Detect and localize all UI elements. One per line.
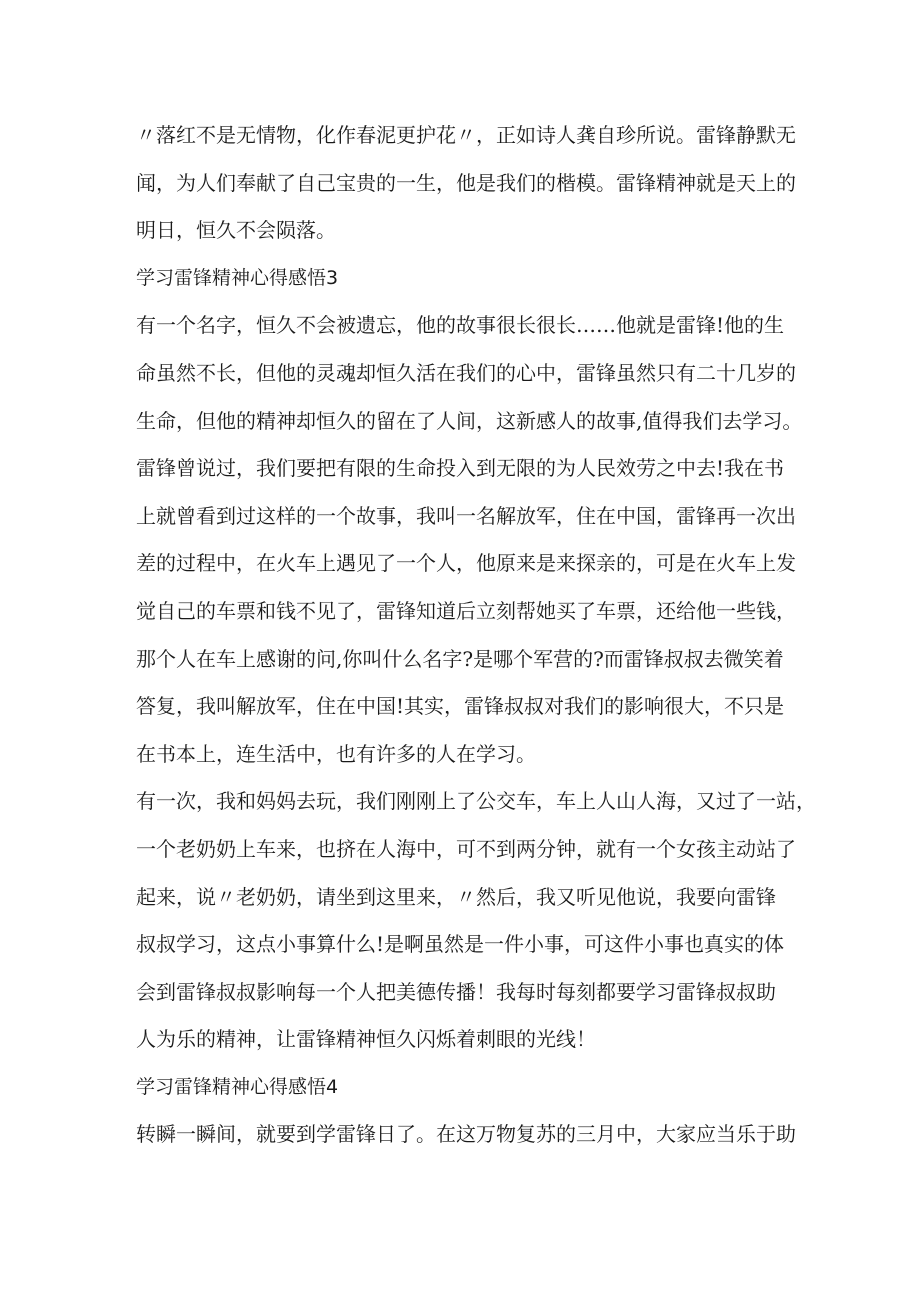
- text-line: 会到雷锋叔叔影响每一个人把美德传播！我每时每刻都要学习雷锋叔叔助: [136, 979, 776, 1004]
- text-line: 雷锋曾说过，我们要把有限的生命投入到无限的为人民效劳之中去!我在书: [136, 456, 785, 481]
- text-line: 转瞬一瞬间，就要到学雷锋日了。在这万物复苏的三月中，大家应当乐于助: [136, 1122, 796, 1147]
- text-line: 命虽然不长，但他的灵魂却恒久活在我们的心中，雷锋虽然只有二十几岁的: [136, 360, 796, 385]
- section-heading: [136, 1064, 801, 1112]
- text-line: 差的过程中，在火车上遇见了一个人，他原来是来探亲的，可是在火车上发: [136, 551, 796, 576]
- text-line: 闻，为人们奉献了自己宝贵的一生，他是我们的楷模。雷锋精神就是天上的: [136, 170, 796, 195]
- text-line: 觉自己的车票和钱不见了，雷锋知道后立刻帮她买了车票，还给他一些钱，: [136, 598, 796, 623]
- text-line: 在书本上，连生活中，也有许多的人在学习。: [136, 741, 536, 766]
- paragraph: [136, 302, 801, 778]
- text-line: 〃落红不是无情物，化作春泥更护花〃，正如诗人龚自珍所说。雷锋静默无: [136, 123, 796, 147]
- text-line: 叔叔学习，这点小事算什么!是啊虽然是一件小事，可这件小事也真实的体: [136, 932, 785, 957]
- text-line: 人为乐的精神，让雷锋精神恒久闪烁着刺眼的光线！: [136, 1027, 596, 1052]
- paragraph: [136, 778, 816, 1064]
- paragraph: [136, 1111, 801, 1159]
- text-line: 明日，恒久不会陨落。: [136, 218, 336, 243]
- heading-text: 学习雷锋精神心得感悟3: [136, 266, 339, 289]
- document-body: [136, 112, 816, 1159]
- paragraph: [136, 112, 801, 255]
- section-heading: [136, 255, 801, 303]
- text-line: 答复，我叫解放军，住在中国!其实，雷锋叔叔对我们的影响很大，不只是: [136, 694, 785, 719]
- text-line: 起来，说〃老奶奶，请坐到这里来，〃然后，我又听见他说，我要向雷锋: [136, 884, 776, 909]
- text-line: 一个老奶奶上车来，也挤在人海中，可不到两分钟，就有一个女孩主动站了: [136, 836, 796, 861]
- text-line: 生命，但他的精神却恒久的留在了人间，这新感人的故事,值得我们去学习。: [136, 408, 803, 433]
- text-line: 那个人在车上感谢的问,你叫什么名字?是哪个军营的?而雷锋叔叔去微笑着: [136, 646, 784, 671]
- text-line: 有一次，我和妈妈去玩，我们刚刚上了公交车，车上人山人海，又过了一站，: [136, 789, 816, 814]
- heading-text: 学习雷锋精神心得感悟4: [136, 1075, 339, 1098]
- text-line: 上就曾看到过这样的一个故事，我叫一名解放军，住在中国，雷锋再一次出: [136, 503, 796, 528]
- text-line: 有一个名字，恒久不会被遗忘，他的故事很长很长……他就是雷锋!他的生: [136, 313, 785, 338]
